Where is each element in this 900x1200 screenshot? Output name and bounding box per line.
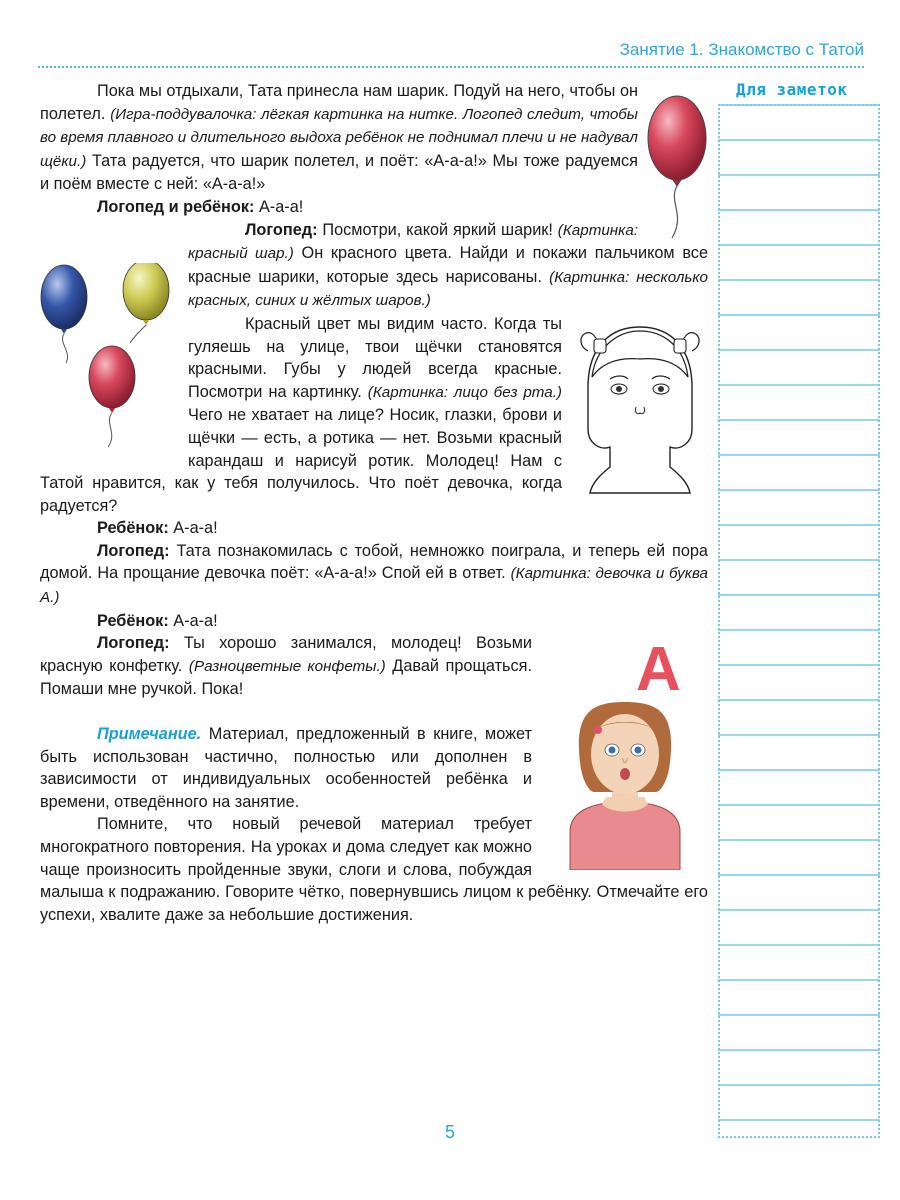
paragraph-2: Логопед и ребёнок: А-а-а! — [97, 197, 304, 216]
paragraph-1: Пока мы отдыхали, Тата принесла нам шарик. Подуй на него, чтобы он полетел. (Игра-поддувалочка: лёгкая картинка на нитке. Логопед следит, чтобы во время плавного и длительного выдоха ребёнок не поднимал плечи и не надувал щёки.) Тата радуется, что шарик полетел, и поёт: «А-а-а!» Мы тоже радуемся и поём вместе с ней: «А-а-а!» — [40, 82, 638, 194]
red-balloon-illustration — [646, 92, 708, 242]
paragraph-6: Логопед: Тата познакомилась с тобой, немножко поиграла, и теперь ей пора домой. На прощание девочка поёт: «А-а-а!» Спой ей в ответ. (Картинка: девочка и буква А.) — [40, 541, 708, 607]
notes-lined-box — [718, 104, 880, 1138]
paragraph-5: Ребёнок: А-а-а! — [97, 519, 218, 538]
paragraph-8: Логопед: Ты хорошо занимался, молодец! Возьми красную конфетку. (Разноцветные конфеты.) Давай прощаться. Помаши мне ручкой. Пока! — [40, 634, 532, 699]
face-without-mouth-illustration — [570, 317, 710, 499]
paragraph-9: Помните, что новый речевой материал требует многократного повторения. На уроках и дома следует как можно чаще произносить пройденные звуки, слоги и слова, побуждая малыша к подражанию. Говорите чётко, повернувшись лицом к ребёнку. Отмечайте его успехи, хвалите даже за небольшие достижения. — [40, 815, 708, 924]
notes-title: Для заметок — [736, 80, 848, 99]
page-number: 5 — [444, 1122, 455, 1142]
girl-with-letter-a-illustration — [540, 632, 710, 870]
note-label: Примечание. — [97, 725, 202, 744]
main-text — [40, 80, 708, 926]
three-balloons-illustration — [38, 263, 178, 453]
paragraph-4: Красный цвет мы видим часто. Когда ты гуляешь на улице, твои щёчки становятся красными. Губы у людей всегда красные. Посмотри на картинку. (Картинка: лицо без рта.) Чего не хватает на лице? Носик, глазки, брови и щёчки — есть, а ротика — нет. Возьми красный карандаш и нарисуй ротик. Молодец! Нам с Татой нравится, как у тебя получилось. Что поёт девочка, когда радуется? — [40, 314, 562, 515]
note-paragraph: Примечание. Материал, предложенный в книге, может быть использован частично, полностью или дополнен в зависимости от индивидуальных особенностей ребёнка и времени, отведённого на занятие. — [40, 725, 532, 811]
letter-a: А — [636, 635, 681, 705]
header-rule — [38, 66, 864, 68]
paragraph-3: Логопед: Посмотри, какой яркий шарик! (Картинка: красный шар.) Он красного цвета. Найди и покажи пальчиком все красные шарики, которые здесь нарисованы. (Картинка: несколько красных, синих и жёлтых шаров.) — [188, 220, 709, 310]
running-header: Занятие 1. Знакомство с Татой — [619, 40, 864, 59]
paragraph-7: Ребёнок: А-а-а! — [97, 611, 218, 630]
